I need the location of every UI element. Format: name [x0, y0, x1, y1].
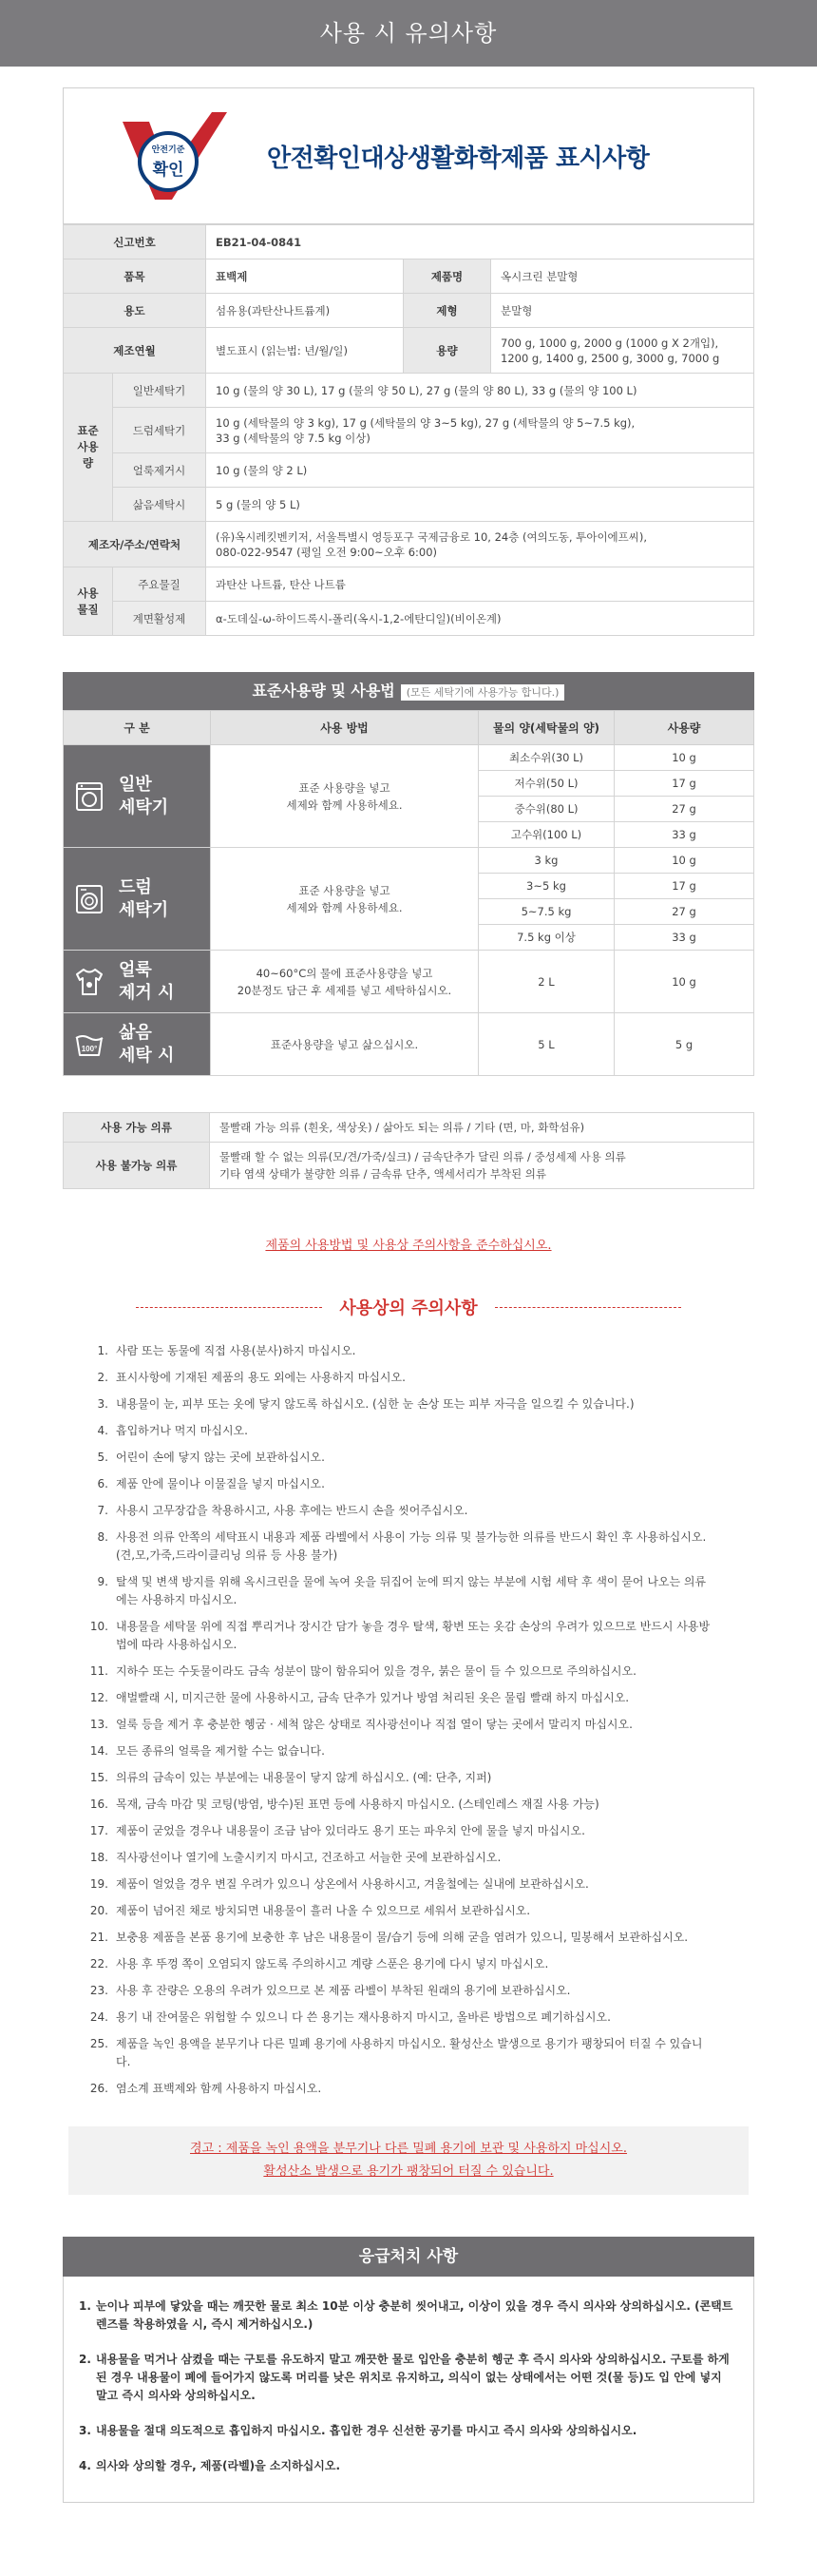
report-no-label: 신고번호: [64, 225, 206, 260]
table-row: [64, 951, 754, 1013]
list-item-text: 모든 종류의 얼룩을 제거할 수는 없습니다.: [116, 1744, 325, 1758]
col-header-method: 사용 방법: [211, 711, 479, 745]
list-item-number: 2.: [79, 2353, 91, 2366]
usage-title: 표준사용량 및 사용법: [252, 682, 395, 700]
garment-fit-table: [63, 1112, 754, 1189]
table-row: [64, 848, 754, 874]
dose-amount: 27 g: [615, 797, 754, 822]
table-row: [64, 260, 754, 294]
usage-category-general: [64, 745, 211, 848]
std-row-label: 얼룩제거시: [113, 453, 206, 488]
list-item-text: 사용 후 뚜껑 쪽이 오염되지 않도록 주의하시고 계량 스푼은 용기에 다시 넣지 마십시오.: [116, 1957, 549, 1970]
warning-line-1: 경고 : 제품을 녹인 용액을 분무기나 다른 밀폐 용기에 보관 및 사용하지 마십시오.: [190, 2142, 627, 2156]
list-item-text: 얼룩 등을 제거 후 충분한 헹굼 · 세척 않은 상태로 직사광선이나 직접 열이 닿는 곳에서 말리지 마십시오.: [116, 1718, 633, 1731]
col-header-water: 물의 양(세탁물의 양): [479, 711, 615, 745]
table-row: [64, 745, 754, 771]
list-item-text: 어린이 손에 닿지 않는 곳에 보관하십시오.: [116, 1451, 325, 1464]
use-value: 섬유용(과탄산나트륨계): [206, 294, 404, 328]
list-item-number: 12.: [89, 1691, 108, 1704]
dose-amount: 10 g: [615, 848, 754, 874]
method-line-1: 표준 사용량을 넣고: [298, 780, 390, 795]
capacity-label: 용량: [404, 328, 491, 374]
drum-washer-icon: [73, 883, 105, 915]
category-name-2: 세탁 시: [119, 1045, 175, 1066]
brand-title: 안전확인대상생활화학제품 표시사항: [267, 144, 650, 173]
product-info-table: [63, 224, 754, 636]
list-item: [87, 2080, 716, 2098]
list-item-text: 제품을 녹인 용액을 분무기나 다른 밀폐 용기에 사용하지 마십시오. 활성산소 발생으로 용기가 팽창되어 터질 수 있습니다.: [116, 2037, 703, 2068]
item-value: 표백제: [206, 260, 404, 294]
dashed-divider: [495, 1307, 681, 1308]
form-label: 제형: [404, 294, 491, 328]
list-item: [79, 2457, 734, 2475]
list-item-text: 용기 내 잔여물은 위험할 수 있으니 다 쓴 용기는 재사용하지 마시고, 올바른 방법으로 폐기하십시오.: [116, 2010, 611, 2024]
no-garment-label: 사용 불가능 의류: [64, 1143, 210, 1189]
logo-text-top: 안전기준: [151, 145, 185, 155]
list-item: [87, 1528, 716, 1565]
list-item-number: 9.: [97, 1575, 108, 1588]
warning-box: [68, 2126, 749, 2195]
date-value: 별도표시 (읽는법: 년/월/일): [206, 328, 404, 374]
no-garment-line-1: 물빨래 할 수 없는 의류(모/견/가죽/실크) / 금속단추가 달린 의류 / 중성세제 사용 의류: [219, 1150, 626, 1163]
method-line-1: 표준 사용량을 넣고: [298, 883, 390, 897]
safety-check-logo: [117, 108, 233, 203]
list-item-text: 눈이나 피부에 닿았을 때는 깨끗한 물로 최소 10분 이상 충분히 씻어내고, 이상이 있을 경우 즉시 의사와 상의하십시오. (콘택트 렌즈를 착용하였을 시, 즉시 제거하십시오.): [96, 2299, 733, 2331]
list-item: [87, 1502, 716, 1520]
first-aid-list: [63, 2277, 754, 2503]
no-garment-value: [210, 1143, 754, 1189]
table-header-row: [64, 711, 754, 745]
list-item-number: 14.: [89, 1744, 108, 1758]
table-row: [64, 522, 754, 567]
dose-amount: 10 g: [615, 951, 754, 1013]
list-item-number: 20.: [89, 1904, 108, 1917]
method-line-2: 20분정도 담근 후 세제를 넣고 세탁하십시오.: [237, 983, 452, 997]
list-item-text: 제품 안에 물이나 이물질을 넣지 마십시오.: [116, 1477, 325, 1490]
list-item-number: 23.: [89, 1984, 108, 1997]
ok-garment-label: 사용 가능 의류: [64, 1113, 210, 1143]
list-item: [87, 1769, 716, 1787]
maker-value: [206, 522, 754, 567]
table-row: [64, 408, 754, 453]
usage-method: [211, 1013, 479, 1076]
list-item: [87, 1875, 716, 1894]
dose-amount: 5 g: [615, 1013, 754, 1076]
list-item: [87, 1982, 716, 2000]
capacity-line-1: 700 g, 1000 g, 2000 g (1000 g X 2개입),: [501, 336, 719, 350]
report-no-value: EB21-04-0841: [206, 225, 754, 260]
list-item: [79, 2351, 734, 2405]
list-item-number: 1.: [79, 2299, 91, 2313]
list-item-text: 내용물을 절대 의도적으로 흡입하지 마십시오. 흡입한 경우 신선한 공기를 마시고 즉시 의사와 상의하십시오.: [96, 2424, 637, 2437]
product-value: 옥시크린 분말형: [491, 260, 754, 294]
warning-line-2: 활성산소 발생으로 용기가 팽창되어 터질 수 있습니다.: [263, 2164, 554, 2179]
method-line-1: 표준사용량을 넣고 삶으십시오.: [270, 1037, 419, 1051]
list-item-number: 25.: [89, 2037, 108, 2050]
list-item-text: 제품이 넘어진 채로 방치되면 내용물이 흘러 나올 수 있으므로 세워서 보관하십시오.: [116, 1904, 531, 1917]
list-item-text: 의류의 금속이 있는 부분에는 내용물이 닿지 않게 하십시오. (예: 단추, 지퍼): [116, 1771, 492, 1784]
maker-line-2: 080-022-9547 (평일 오전 9:00~오후 6:00): [216, 545, 437, 559]
std-row-value: 10 g (물의 양 2 L): [206, 453, 754, 488]
usage-section-title: [63, 672, 754, 710]
list-item-number: 26.: [89, 2082, 108, 2095]
std-row-value: 10 g (물의 양 30 L), 17 g (물의 양 50 L), 27 g (물의 양 80 L), 33 g (물의 양 100 L): [206, 374, 754, 408]
std-row-value: [206, 408, 754, 453]
form-value: 분말형: [491, 294, 754, 328]
table-row: [64, 374, 754, 408]
list-item: [87, 1475, 716, 1493]
table-row: [64, 328, 754, 374]
dose-amount: 27 g: [615, 899, 754, 925]
list-item: [87, 1902, 716, 1920]
water-amount: 최소수위(30 L): [479, 745, 615, 771]
list-item-text: 사용시 고무장갑을 착용하시고, 사용 후에는 반드시 손을 씻어주십시오.: [116, 1504, 468, 1517]
list-item-number: 2.: [97, 1371, 108, 1384]
water-amount: 2 L: [479, 951, 615, 1013]
list-item-number: 21.: [89, 1931, 108, 1944]
method-line-2: 세제와 함께 사용하세요.: [286, 798, 403, 812]
list-item: [87, 1369, 716, 1387]
std-usage-label: [64, 374, 113, 522]
dose-amount: 10 g: [615, 745, 754, 771]
table-row: [64, 602, 754, 636]
first-aid-title: 응급처치 사항: [63, 2237, 754, 2277]
no-garment-line-2: 기타 염색 상태가 불량한 의류 / 금속류 단추, 액세서리가 부착된 의류: [219, 1167, 547, 1181]
list-item-text: 지하수 또는 수돗물이라도 금속 성분이 많이 함유되어 있을 경우, 붉은 물이 들 수 있으므로 주의하십시오.: [116, 1664, 636, 1678]
category-name-1: 드럼: [119, 876, 152, 897]
list-item-number: 15.: [89, 1771, 108, 1784]
usage-method: [211, 951, 479, 1013]
method-line-2: 세제와 함께 사용하세요.: [286, 900, 403, 914]
page-banner: 사용 시 유의사항: [0, 0, 817, 67]
list-item-text: 목재, 금속 마감 및 코팅(방염, 방수)된 표면 등에 사용하지 마십시오. (스테인레스 재질 사용 가능): [116, 1797, 599, 1811]
cautions-title-row: [63, 1295, 754, 1319]
substance-label-2: 물질: [77, 602, 99, 616]
list-item-text: 내용물을 세탁물 위에 직접 뿌리거나 장시간 담가 놓을 경우 탈색, 황변 또는 옷감 손상의 우려가 있으므로 반드시 사용방법에 따라 사용하십시오.: [116, 1620, 711, 1651]
usage-method: [211, 848, 479, 951]
list-item-text: 표시사항에 기재된 제품의 용도 외에는 사용하지 마십시오.: [116, 1371, 406, 1384]
list-item: [87, 2009, 716, 2027]
usage-method: [211, 745, 479, 848]
table-row: [64, 1143, 754, 1189]
capacity-value: [491, 328, 754, 374]
table-row: [64, 488, 754, 522]
list-item-number: 4.: [79, 2459, 91, 2472]
maker-line-1: (유)옥시레킷벤키저, 서울특별시 영등포구 국제금융로 10, 24층 (여의도동, 투아이에프씨),: [216, 529, 648, 544]
list-item-text: 제품이 얼었을 경우 변질 우려가 있으니 상온에서 사용하시고, 겨울철에는 실내에 보관하십시오.: [116, 1877, 589, 1891]
water-amount: 3~5 kg: [479, 874, 615, 899]
list-item: [87, 1342, 716, 1360]
cautions-title: 사용상의 주의사항: [339, 1298, 478, 1318]
std-row-label: 드럼세탁기: [113, 408, 206, 453]
list-item: [87, 1716, 716, 1734]
list-item-number: 4.: [97, 1424, 108, 1437]
std-row-label: 삶음세탁시: [113, 488, 206, 522]
date-label: 제조연월: [64, 328, 206, 374]
list-item-number: 5.: [97, 1451, 108, 1464]
main-substance-value: 과탄산 나트륨, 탄산 나트륨: [206, 567, 754, 602]
list-item-number: 8.: [97, 1530, 108, 1544]
usage-category-boil: [64, 1013, 211, 1076]
dose-amount: 33 g: [615, 822, 754, 848]
table-row: [64, 453, 754, 488]
list-item: [79, 2297, 734, 2334]
category-name-2: 세탁기: [119, 797, 169, 817]
water-amount: 5 L: [479, 1013, 615, 1076]
list-item-text: 애벌빨래 시, 미지근한 물에 사용하시고, 금속 단추가 있거나 방염 처리된 옷은 물림 빨래 하지 마십시오.: [116, 1691, 630, 1704]
list-item-text: 사용 후 잔량은 오용의 우려가 있으므로 본 제품 라벨이 부착된 원래의 용기에 보관하십시오.: [116, 1984, 571, 1997]
list-item-number: 19.: [89, 1877, 108, 1891]
list-item-text: 탈색 및 변색 방지를 위해 옥시크린을 물에 녹여 옷을 뒤집어 눈에 띄지 않는 부분에 시험 세탁 후 색이 묻어 나오는 의류에는 사용하지 마십시오.: [116, 1575, 707, 1606]
safety-brand-box: [63, 87, 754, 224]
usage-table: [63, 710, 754, 1076]
list-item-text: 제품이 굳었을 경우나 내용물이 조금 남아 있더라도 용기 또는 파우치 안에 물을 넣지 마십시오.: [116, 1824, 585, 1837]
item-label: 품목: [64, 260, 206, 294]
list-item-text: 보충용 제품을 본품 용기에 보충한 후 남은 내용물이 물/습기 등에 의해 굳을 염려가 있으니, 밀봉해서 보관하십시오.: [116, 1931, 689, 1944]
list-item: [87, 1422, 716, 1440]
list-item-number: 17.: [89, 1824, 108, 1837]
list-item: [87, 1929, 716, 1947]
std-usage-label-2: 사용량: [77, 440, 99, 470]
substance-label: [64, 567, 113, 636]
list-item-number: 24.: [89, 2010, 108, 2024]
list-item-number: 10.: [89, 1620, 108, 1633]
cautions-list: [63, 1319, 754, 2098]
surfactant-label: 계면활성제: [113, 602, 206, 636]
method-line-1: 40~60°C의 물에 표준사용량을 넣고: [256, 966, 433, 980]
list-item-number: 3.: [97, 1397, 108, 1411]
list-item-number: 6.: [97, 1477, 108, 1490]
list-item: [87, 1663, 716, 1681]
water-amount: 저수위(50 L): [479, 771, 615, 797]
table-row: [64, 567, 754, 602]
list-item-number: 11.: [89, 1664, 108, 1678]
list-item: [87, 1796, 716, 1814]
list-item-number: 13.: [89, 1718, 108, 1731]
std-row-label: 일반세탁기: [113, 374, 206, 408]
use-label: 용도: [64, 294, 206, 328]
dashed-divider: [136, 1307, 322, 1308]
table-row: [64, 225, 754, 260]
list-item-text: 사람 또는 동물에 직접 사용(분사)하지 마십시오.: [116, 1344, 356, 1357]
list-item: [87, 2035, 716, 2071]
product-label: 제품명: [404, 260, 491, 294]
boil-100-icon: [73, 1028, 105, 1061]
tshirt-stain-icon: [73, 966, 105, 998]
list-item: [87, 1395, 716, 1413]
usage-title-note: (모든 세탁기에 사용가능 합니다.): [401, 684, 565, 701]
main-substance-label: 주요물질: [113, 567, 206, 602]
list-item: [79, 2422, 734, 2440]
capacity-line-2: 1200 g, 1400 g, 2500 g, 3000 g, 7000 g: [501, 351, 720, 365]
water-amount: 3 kg: [479, 848, 615, 874]
water-amount: 고수위(100 L): [479, 822, 615, 848]
category-name-2: 제거 시: [119, 982, 175, 1003]
category-name-2: 세탁기: [119, 899, 169, 920]
dose-amount: 17 g: [615, 874, 754, 899]
usage-category-stain: [64, 951, 211, 1013]
dose-amount: 17 g: [615, 771, 754, 797]
list-item: [87, 1955, 716, 1973]
svg-text:100°: 100°: [81, 1044, 98, 1053]
list-item-text: 흡입하거나 먹지 마십시오.: [116, 1424, 248, 1437]
surfactant-value: α-도데실-ω-하이드록시-폴리(옥시-1,2-에탄디일)(비이온계): [206, 602, 754, 636]
std-row-value-line-2: 33 g (세탁물의 양 7.5 kg 이상): [216, 431, 370, 445]
list-item-number: 22.: [89, 1957, 108, 1970]
list-item-number: 16.: [89, 1797, 108, 1811]
list-item: [87, 1573, 716, 1609]
compliance-note: 제품의 사용방법 및 사용상 주의사항을 준수하십시오.: [265, 1239, 552, 1253]
list-item-text: 내용물이 눈, 피부 또는 옷에 닿지 않도록 하십시오. (심한 눈 손상 또는 피부 자극을 일으킬 수 있습니다.): [116, 1397, 635, 1411]
table-row: [64, 1013, 754, 1076]
list-item-number: 3.: [79, 2424, 91, 2437]
table-row: [64, 1113, 754, 1143]
list-item: [87, 1689, 716, 1707]
category-name-1: 일반: [119, 774, 152, 795]
list-item: [87, 1822, 716, 1840]
list-item: [87, 1618, 716, 1654]
water-amount: 5~7.5 kg: [479, 899, 615, 925]
category-name-1: 얼룩: [119, 959, 152, 980]
substance-label-1: 사용: [77, 586, 99, 600]
category-name-1: 삶음: [119, 1022, 152, 1043]
list-item: [87, 1449, 716, 1467]
std-row-value: 5 g (물의 양 5 L): [206, 488, 754, 522]
col-header-category: 구 분: [64, 711, 211, 745]
top-loader-washer-icon: [73, 780, 105, 813]
ok-garment-value: 물빨래 가능 의류 (흰옷, 색상옷) / 삶아도 되는 의류 / 기타 (면, 마, 화학섬유): [210, 1113, 754, 1143]
water-amount: 7.5 kg 이상: [479, 925, 615, 951]
list-item-text: 사용전 의류 안쪽의 세탁표시 내용과 제품 라벨에서 사용이 가능 의류 및 불가능한 의류를 반드시 확인 후 사용하십시오.(견,모,가죽,드라이클리닝 의류 등 사용 불가): [116, 1530, 707, 1562]
list-item-text: 의사와 상의할 경우, 제품(라벨)을 소지하십시오.: [96, 2459, 341, 2472]
water-amount: 중수위(80 L): [479, 797, 615, 822]
std-row-value-line-1: 10 g (세탁물의 양 3 kg), 17 g (세탁물의 양 3~5 kg), 27 g (세탁물의 양 5~7.5 kg),: [216, 415, 636, 430]
list-item-text: 직사광선이나 열기에 노출시키지 마시고, 건조하고 서늘한 곳에 보관하십시오.: [116, 1851, 502, 1864]
dose-amount: 33 g: [615, 925, 754, 951]
content: [0, 67, 817, 2503]
list-item-text: 염소계 표백제와 함께 사용하지 마십시오.: [116, 2082, 322, 2095]
usage-category-drum: [64, 848, 211, 951]
list-item: [87, 1742, 716, 1760]
list-item: [87, 1849, 716, 1867]
std-usage-label-1: 표준: [77, 424, 99, 437]
list-item-text: 내용물을 먹거나 삼켰을 때는 구토를 유도하지 말고 깨끗한 물로 입안을 충분히 헹군 후 즉시 의사와 상의하십시오. 구토를 하게 된 경우 내용물이 폐에 들어가지 않도록 머리를 낮은 위치로 유지하고, 의식이 없는 상태에서는 어떤 것(물 등)도 입 안에 넣지 말고 즉시 의사와 상의하십시오.: [96, 2353, 730, 2402]
list-item-number: 18.: [89, 1851, 108, 1864]
col-header-amount: 사용량: [615, 711, 754, 745]
logo-text-main: 확인: [152, 161, 184, 180]
table-row: [64, 294, 754, 328]
list-item-number: 1.: [97, 1344, 108, 1357]
list-item-number: 7.: [97, 1504, 108, 1517]
maker-label: 제조자/주소/연락처: [64, 522, 206, 567]
